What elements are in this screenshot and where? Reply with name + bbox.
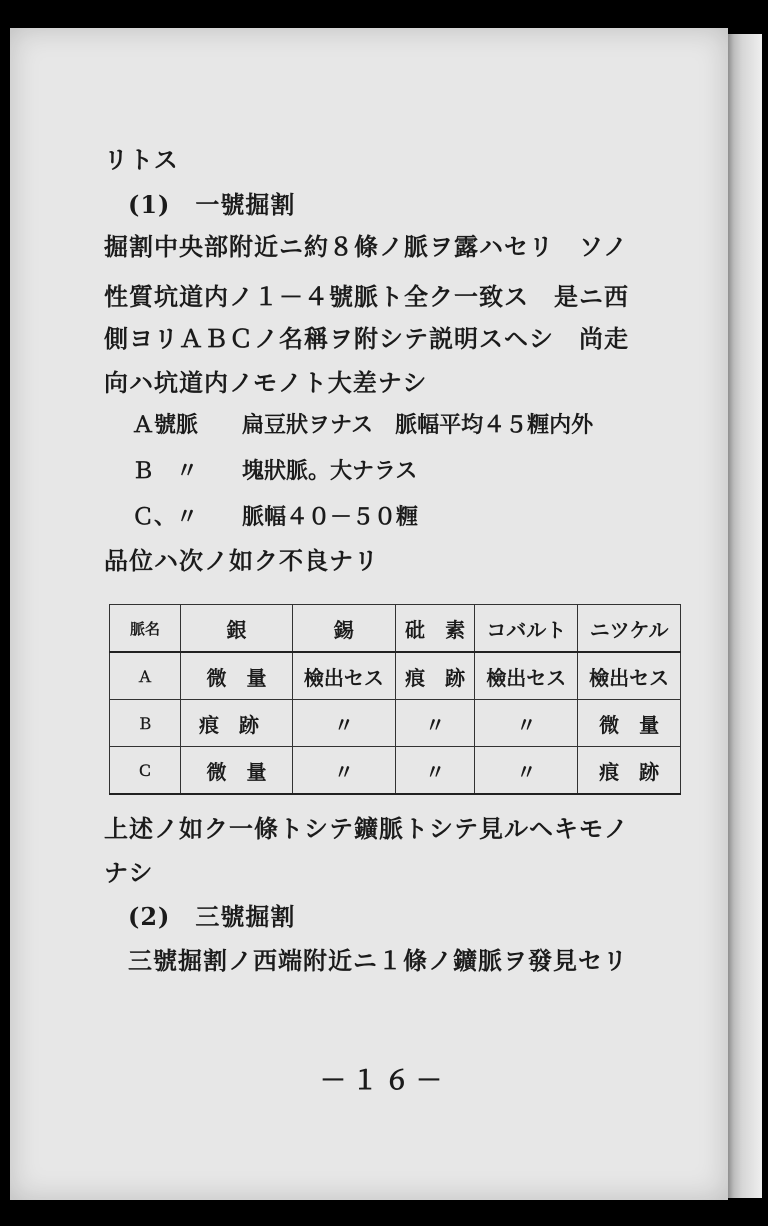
table-header-cell: 砒 素	[395, 605, 475, 653]
paragraph-line-4: 三號掘割ノ西端附近ニ１條ノ鑛脈ヲ發見セリ	[128, 946, 628, 975]
table-header-cell: ニツケル	[578, 605, 681, 653]
page-edge	[728, 34, 762, 1198]
paragraph-line-3a: 上述ノ如ク一條トシテ鑛脈トシテ見ルヘキモノ	[104, 814, 629, 843]
vein-a-text: 扁豆狀ヲナス 脈幅平均４５糎内外	[242, 412, 594, 438]
text-line-1: リトス	[104, 145, 179, 174]
table-cell: 微 量	[181, 747, 293, 795]
table-cell: 檢出セス	[578, 652, 681, 700]
table-cell: 痕 跡	[395, 652, 475, 700]
paragraph-line-1b: 性質坑道内ノ１－４號脈ト全ク一致ス 是ニ西	[104, 282, 629, 311]
table-cell: 〃	[395, 700, 475, 747]
vein-b-text: 塊狀脈。大ナラス	[242, 458, 418, 484]
table-header-cell: 銀	[181, 605, 293, 653]
table-cell: 〃	[475, 700, 578, 747]
table-row	[110, 747, 681, 795]
paragraph-line-3b: ナシ	[104, 858, 154, 887]
table-cell: 〃	[475, 747, 578, 795]
table-cell: 痕 跡	[181, 700, 293, 747]
table-row	[110, 652, 681, 700]
section-heading-1: (1) 一號掘割	[128, 190, 296, 219]
table-row-label: Ｃ	[110, 747, 181, 795]
table-cell: 〃	[293, 747, 396, 795]
table-cell: 〃	[395, 747, 475, 795]
vein-c-label: Ｃ、〃	[132, 504, 199, 530]
table-header-cell: 錫	[293, 605, 396, 653]
section-heading-2: (2) 三號掘割	[128, 902, 296, 931]
table-cell: 微 量	[578, 700, 681, 747]
table-cell: 檢出セス	[293, 652, 396, 700]
vein-b-label: Ｂ 〃	[132, 458, 199, 484]
table-row-label: Ｂ	[110, 700, 181, 747]
paragraph-line-1c: 側ヨリＡＢＣノ名稱ヲ附シテ説明スヘシ 尚走	[104, 324, 629, 353]
table-corner-cell: 脈名	[110, 605, 181, 653]
table-cell: 痕 跡	[578, 747, 681, 795]
paragraph-line-1d: 向ハ坑道内ノモノト大差ナシ	[104, 368, 428, 397]
table-cell: 微 量	[181, 652, 293, 700]
table-cell: 檢出セス	[475, 652, 578, 700]
paragraph-line-2: 品位ハ次ノ如ク不良ナリ	[104, 546, 379, 575]
table-cell: 〃	[293, 700, 396, 747]
table-header-row	[110, 605, 681, 653]
grade-table	[109, 604, 681, 795]
paragraph-line-1a: 掘割中央部附近ニ約８條ノ脈ヲ露ハセリ ソノ	[104, 232, 629, 261]
vein-a-label: Ａ號脈	[132, 412, 199, 438]
table-row-label: Ａ	[110, 652, 181, 700]
table-row	[110, 700, 681, 747]
page-number: －１６－	[319, 1066, 448, 1096]
vein-c-text: 脈幅４０－５０糎	[242, 504, 419, 530]
table-header-cell: コバルト	[475, 605, 578, 653]
